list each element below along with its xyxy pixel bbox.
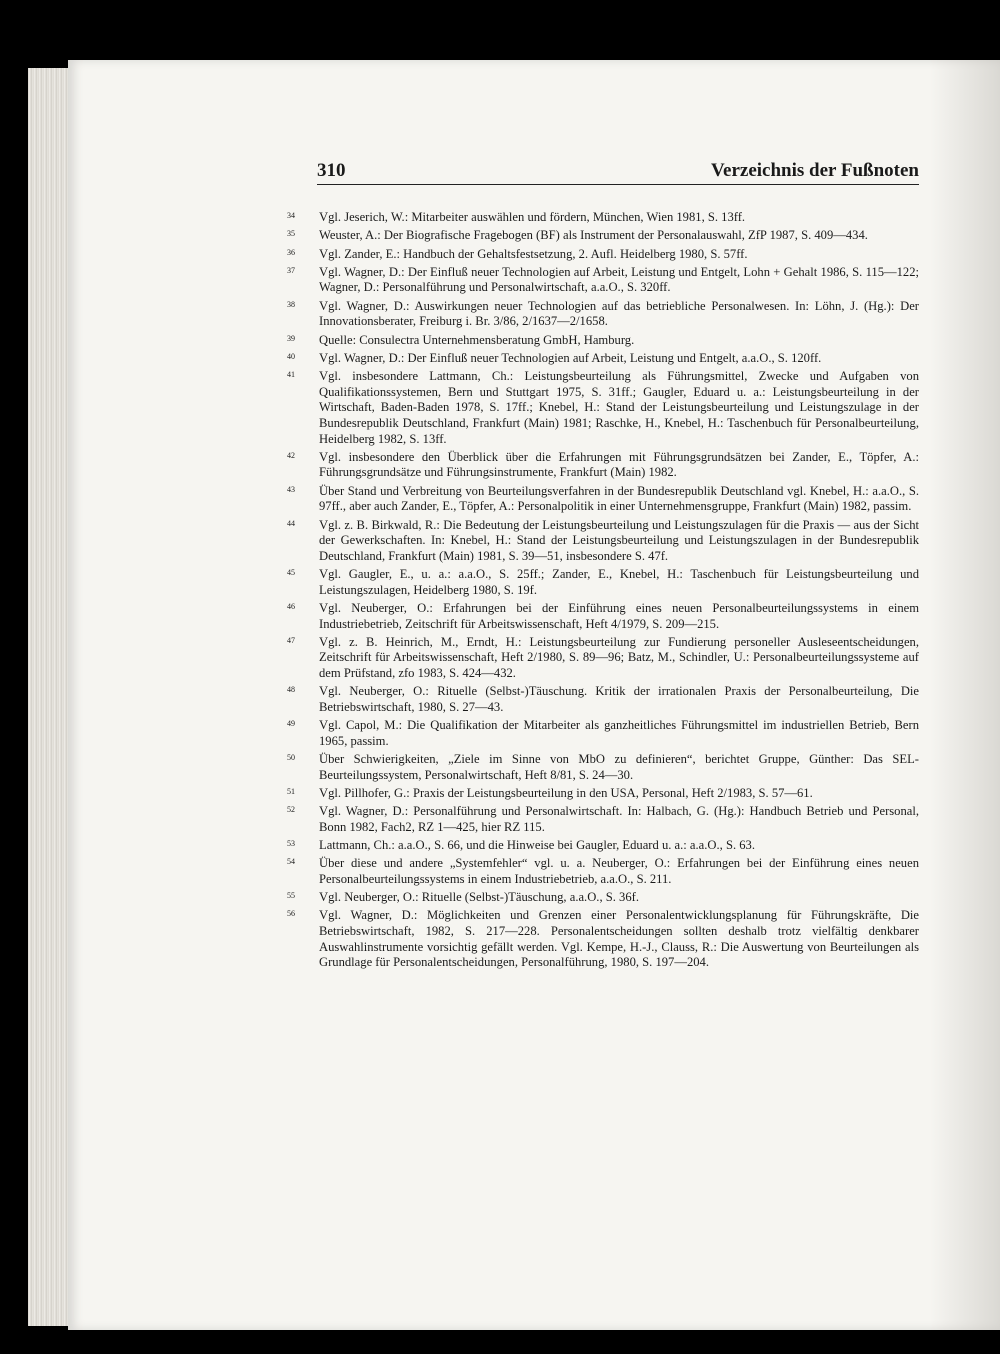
footnote-number: 42 (287, 450, 295, 460)
footnote-40 (285, 351, 919, 367)
footnote-number: 56 (287, 909, 295, 919)
footnote-number: 48 (287, 685, 295, 695)
footnote-46 (285, 601, 919, 632)
footnote-42 (285, 450, 919, 481)
footnote-text: Lattmann, Ch.: a.a.O., S. 66, und die Hinweise bei Gaugler, Eduard u. a.: a.a.O., S. 63. (319, 838, 755, 853)
page-number: 310 (317, 160, 346, 181)
footnote-text: Vgl. Jeserich, W.: Mitarbeiter auswählen und fördern, München, Wien 1981, S. 13ff. (319, 210, 746, 224)
footnote-48 (285, 684, 919, 715)
footnote-text: Vgl. Neuberger, O.: Rituelle (Selbst-)Täuschung, a.a.O., S. 36f. (319, 890, 639, 905)
footnote-47 (285, 635, 919, 682)
footnote-text: Über Stand und Verbreitung von Beurteilungsverfahren in der Bundesrepublik Deutschland vgl. Knebel, H.: a.a.O., S. 97ff., aber auch Zander, E., Töpfer, A.: Personalpolitik in einer Unternehmensgruppe, Frankfurt (Main) 1982, passim. (319, 483, 919, 514)
footnote-text: Vgl. Wagner, D.: Der Einfluß neuer Technologien auf Arbeit, Leistung und Entgelt, Lohn + Gehalt 1986, S. 115—122; Wagner, D.: Personalführung und Personalwirtschaft, a.a.O., S. 320ff. (319, 264, 919, 295)
footnote-49 (285, 718, 919, 749)
footnote-35 (285, 228, 919, 244)
footnote-text: Über diese und andere „Systemfehler“ vgl. u. a. Neuberger, O.: Erfahrungen bei der Einführung eines neuen Personalbeurteilungssystems in einem Industriebetrieb, a.a.O., S. 211. (319, 856, 919, 886)
footnote-number: 53 (287, 839, 295, 849)
footnote-text: Vgl. insbesondere Lattmann, Ch.: Leistungsbeurteilung als Führungsmittel, Zwecke und Aufgaben von Qualifikationssystemen, Bern und Stuttgart 1975, S. 31ff.; Gaugler, Eduard u. a.: Leistungsbeurteilung in der Wirtschaft, Baden-Baden 1978, S. 17ff.; Knebel, H.: Stand der Leistungsbeurteilung und Leistungszulage in der Bundesrepublik Deutschland, Frankfurt (Main) 1981; Raschke, H., Knebel, H.: Taschenbuch für Personalbeurteilung, Heidelberg 1982, S. 13ff. (319, 369, 919, 446)
footnote-number: 38 (287, 299, 295, 309)
footnote-text: Vgl. Zander, E.: Handbuch der Gehaltsfestsetzung, 2. Aufl. Heidelberg 1980, S. 57ff. (319, 246, 748, 261)
footnote-text: Vgl. Neuberger, O.: Erfahrungen bei der Einführung eines neuen Personalbeurteilungssystems in einem Industriebetrieb, Zeitschrift für Arbeitswissenschaft, Heft 4/1979, S. 209—215. (319, 600, 919, 631)
page-shadow (930, 60, 1000, 1330)
footnote-51 (285, 786, 919, 802)
footnote-52 (285, 804, 919, 835)
footnote-text: Über Schwierigkeiten, „Ziele im Sinne von MbO zu definieren“, berichtet Gruppe, Günther: Das SEL-Beurteilungssystem, Personalwirtschaft, Heft 8/81, S. 24—30. (319, 752, 919, 782)
footnote-text: Vgl. Wagner, D.: Möglichkeiten und Grenzen einer Personalentwicklungsplanung für Führungskräfte, Die Betriebswirtschaft, 1982, S. 217—228. Personalentscheidungen sollten deshalb trotz vielfältig denkbarer Auswahlinstrumente vorsichtig gefällt werden. Vgl. Kempe, H.-J., Clauss, R.: Die Auswertung von Beurteilungen als Grundlage für Personalentscheidungen, Personalführung, 1980, S. 197—204. (319, 908, 919, 970)
footnote-44 (285, 518, 919, 565)
footnote-number: 50 (287, 753, 295, 762)
running-header (317, 160, 919, 182)
footnote-41 (285, 369, 919, 447)
footnote-number: 39 (287, 333, 295, 343)
footnote-37 (285, 265, 919, 296)
footnote-number: 40 (287, 351, 295, 361)
footnote-text: Vgl. insbesondere den Überblick über die Erfahrungen mit Führungsgrundsätzen bei Zander, E., Töpfer, A.: Führungsgrundsätze und Führungsinstrumente, Frankfurt (Main) 1982. (319, 449, 919, 480)
footnote-text: Vgl. Neuberger, O.: Rituelle (Selbst-)Täuschung. Kritik der irrationalen Praxis der Personalbeurteilung, Die Betriebswirtschaft, 1980, S. 27—43. (319, 684, 919, 714)
footnote-text: Vgl. Capol, M.: Die Qualifikation der Mitarbeiter als ganzheitliches Führungsmittel im industriellen Betrieb, Bern 1965, passim. (319, 718, 919, 748)
footnote-number: 41 (287, 370, 295, 380)
footnote-number: 44 (287, 518, 295, 528)
footnote-text: Vgl. Gaugler, E., u. a.: a.a.O., S. 25ff.; Zander, E., Knebel, H.: Taschenbuch für Leistungsbeurteilung und Leistungszulagen, Heidelberg 1980, S. 19f. (319, 567, 919, 597)
footnote-56 (285, 908, 919, 970)
footnote-text: Vgl. Pillhofer, G.: Praxis der Leistungsbeurteilung in den USA, Personal, Heft 2/1983, S. 57—61. (319, 785, 813, 800)
footnote-45 (285, 567, 919, 598)
footnote-text: Vgl. z. B. Birkwald, R.: Die Bedeutung der Leistungsbeurteilung und Leistungszulagen für die Praxis — aus der Sicht der Gewerkschaften. In: Knebel, H.: Stand der Leistungsbeurteilung und Leistungszulagen in der Bundesrepublik Deutschland, Frankfurt (Main) 1981, S. 39—51, insbesondere S. 47f. (319, 517, 919, 563)
footnote-34 (285, 210, 919, 226)
header-title: Verzeichnis der Fußnoten (711, 160, 919, 181)
footnote-number: 35 (287, 229, 295, 239)
footnote-number: 54 (287, 857, 295, 867)
footnote-39 (285, 333, 919, 349)
footnote-36 (285, 247, 919, 263)
footnote-list (285, 210, 919, 974)
footnote-number: 37 (287, 265, 295, 275)
footnote-number: 43 (287, 484, 295, 494)
footnote-text: Quelle: Consulectra Unternehmensberatung GmbH, Hamburg. (319, 332, 635, 347)
footnote-54 (285, 856, 919, 887)
footnote-53 (285, 838, 919, 854)
footnote-50 (285, 752, 919, 783)
footnote-text: Vgl. z. B. Heinrich, M., Erndt, H.: Leistungsbeurteilung zur Fundierung personeller Ausleseentscheidungen, Zeitschrift für Arbeitswissenschaft, Heft 2/1980, S. 89—96; Batz, M., Schindler, U.: Personalbeurteilungssysteme auf dem Prüfstand, zfo 1983, S. 424—432. (319, 634, 919, 680)
footnote-number: 34 (287, 211, 295, 220)
footnote-number: 52 (287, 805, 295, 815)
footnote-text: Vgl. Wagner, D.: Auswirkungen neuer Technologien auf das betriebliche Personalwesen. In: Löhn, J. (Hg.): Der Innovationsberater, Freiburg i. Br. 3/86, 2/1637—2/1658. (319, 298, 919, 329)
footnote-number: 51 (287, 786, 295, 796)
footnote-43 (285, 484, 919, 515)
book-page-edges (28, 68, 70, 1326)
footnote-number: 55 (287, 891, 295, 901)
footnote-text: Weuster, A.: Der Biografische Fragebogen (BF) als Instrument der Personalauswahl, ZfP 1987, S. 409—434. (319, 228, 868, 243)
footnote-number: 36 (287, 247, 295, 257)
header-rule (317, 184, 919, 185)
footnote-number: 49 (287, 719, 295, 729)
footnote-text: Vgl. Wagner, D.: Der Einfluß neuer Technologien auf Arbeit, Leistung und Entgelt, a.a.O., S. 120ff. (319, 350, 822, 365)
footnote-number: 45 (287, 568, 295, 578)
footnote-55 (285, 890, 919, 906)
footnote-number: 47 (287, 635, 295, 645)
footnote-number: 46 (287, 601, 295, 611)
footnote-text: Vgl. Wagner, D.: Personalführung und Personalwirtschaft. In: Halbach, G. (Hg.): Handbuch Betrieb und Personal, Bonn 1982, Fach2, RZ 1—425, hier RZ 115. (319, 804, 919, 834)
footnote-38 (285, 299, 919, 330)
